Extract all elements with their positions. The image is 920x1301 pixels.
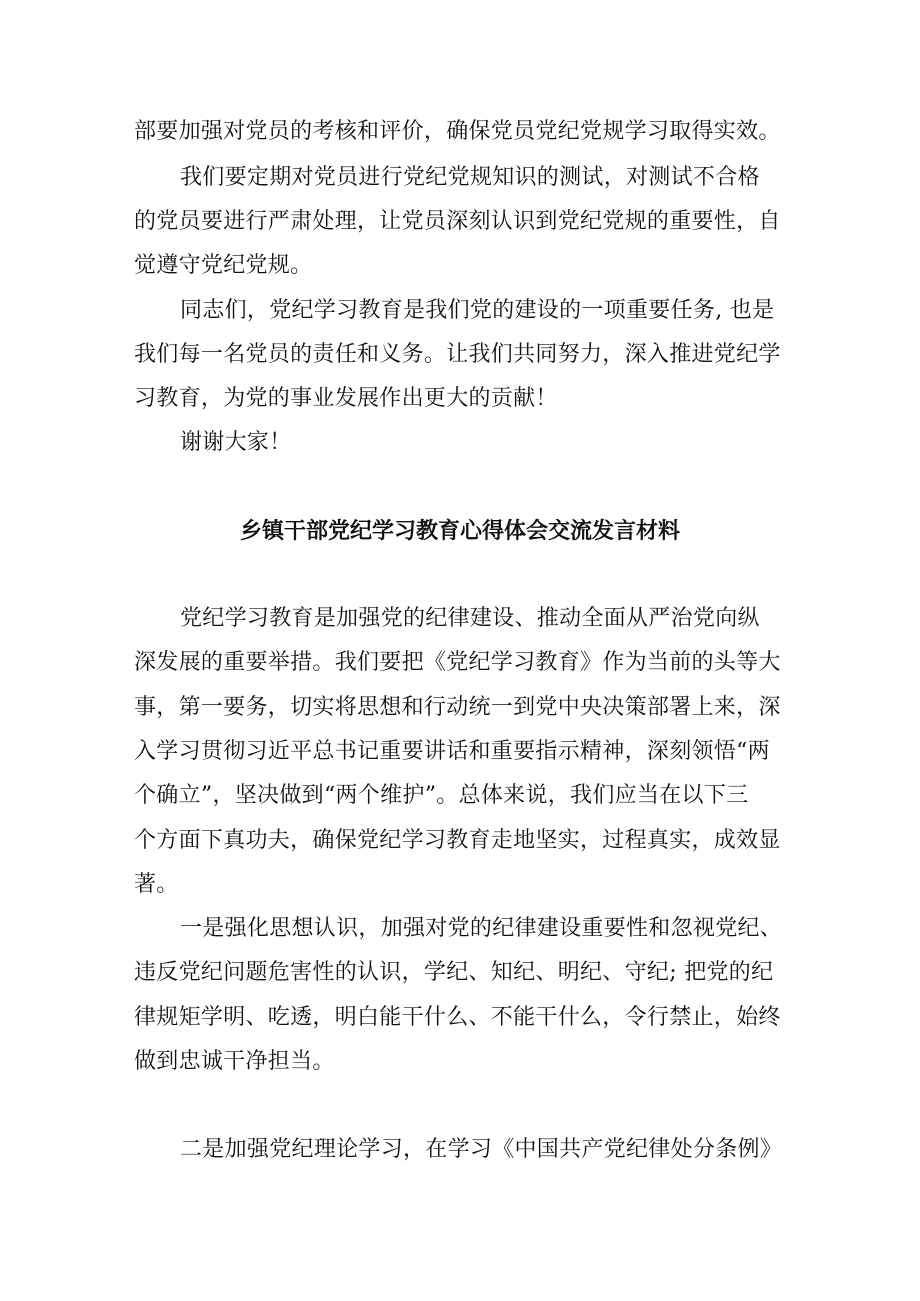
paragraph-line: 深发展的重要举措。我们要把《党纪学习教育》作为当前的头等大 bbox=[134, 650, 781, 675]
paragraph-line: 二是加强党纪理论学习，在学习《中国共产党纪律处分条例》 bbox=[180, 1137, 783, 1162]
paragraph-line: 部要加强对党员的考核和评价，确保党员党纪党规学习取得实效。 bbox=[134, 119, 781, 144]
section-title: 乡镇干部党纪学习教育心得体会交流发言材料 bbox=[239, 518, 680, 544]
paragraph-line: 违反党纪问题危害性的认识，学纪、知纪、明纪、守纪; 把党的纪 bbox=[134, 960, 774, 985]
paragraph-line: 个方面下真功夫，确保党纪学习教育走地坚实，过程真实，成效显 bbox=[134, 828, 781, 853]
paragraph-line: 觉遵守党纪党规。 bbox=[134, 253, 313, 278]
paragraph-line: 做到忠诚干净担当。 bbox=[134, 1049, 335, 1074]
paragraph-line: 一是强化思想认识，加强对党的纪律建设重要性和忽视党纪、 bbox=[180, 916, 783, 941]
paragraph-line: 著。 bbox=[134, 872, 179, 897]
paragraph-line: 律规矩学明、吃透，明白能干什么、不能干什么，令行禁止，始终 bbox=[134, 1005, 781, 1030]
paragraph-line: 同志们，党纪学习教育是我们党的建设的一项重要任务, 也是 bbox=[180, 298, 775, 323]
paragraph-line: 的党员要进行严肃处理，让党员深刻认识到党纪党规的重要性，自 bbox=[134, 209, 781, 234]
paragraph-line: 事，第一要务，切实将思想和行动统一到党中央决策部署上来，深 bbox=[134, 695, 781, 720]
paragraph-line: 我们要定期对党员进行党纪党规知识的测试，对测试不合格 bbox=[180, 165, 760, 190]
paragraph-line: 个确立”，坚决做到“两个维护”。总体来说，我们应当在以下三 bbox=[134, 783, 749, 808]
paragraph-line: 党纪学习教育是加强党的纪律建设、推动全面从严治党向纵 bbox=[180, 606, 760, 631]
paragraph-line: 我们每一名党员的责任和义务。让我们共同努力，深入推进党纪学 bbox=[134, 342, 781, 367]
paragraph-line: 习教育，为党的事业发展作出更大的贡献！ bbox=[134, 386, 558, 411]
closing-thanks: 谢谢大家！ bbox=[180, 430, 292, 455]
paragraph-line: 入学习贯彻习近平总书记重要讲话和重要指示精神，深刻领悟“两 bbox=[134, 739, 770, 764]
